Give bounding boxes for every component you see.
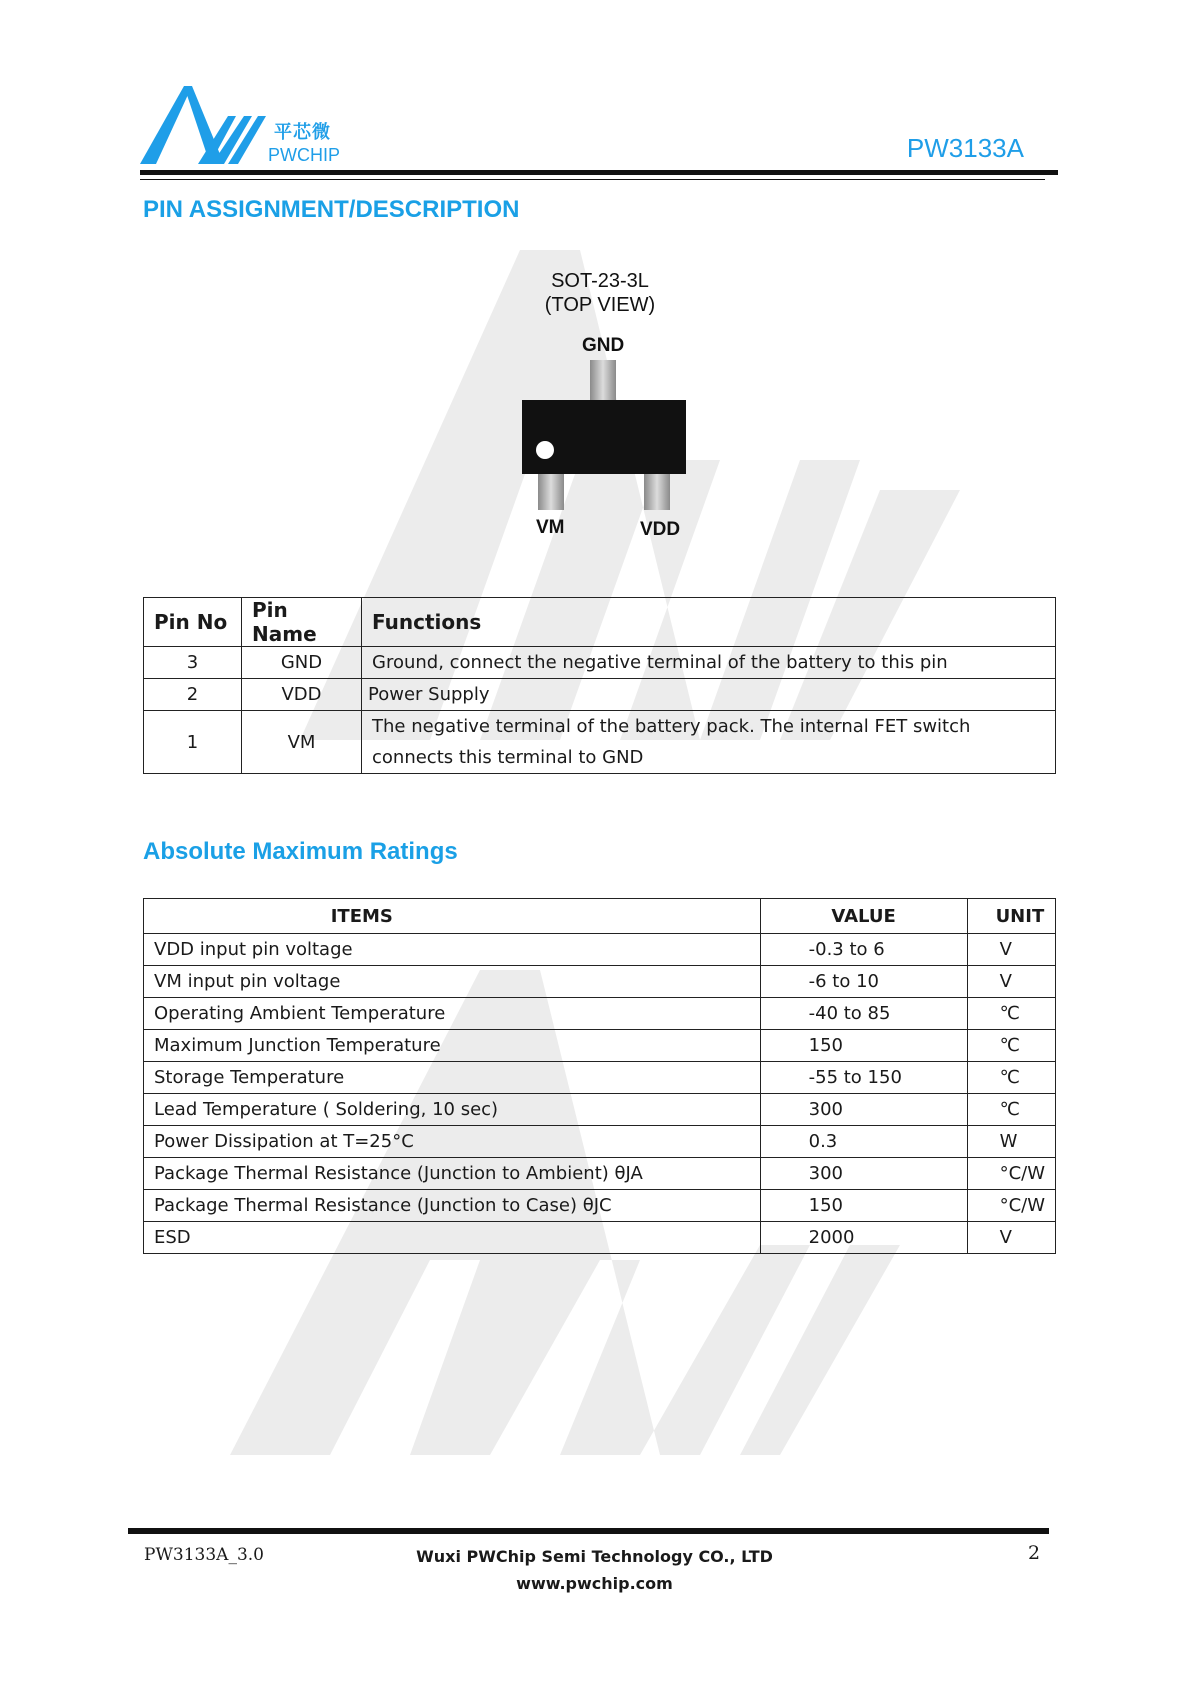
header-pin-no: Pin No bbox=[144, 598, 242, 647]
rating-unit: ℃ bbox=[967, 1062, 1055, 1094]
rating-item: Package Thermal Resistance (Junction to Case) θJC bbox=[144, 1190, 761, 1222]
rating-unit: °C/W bbox=[967, 1158, 1055, 1190]
rating-value: 2000 bbox=[760, 1222, 967, 1254]
rating-value: -6 to 10 bbox=[760, 966, 967, 998]
rating-item: Storage Temperature bbox=[144, 1062, 761, 1094]
footer-doc-version: PW3133A_3.0 bbox=[144, 1545, 264, 1565]
table-row bbox=[144, 647, 1056, 679]
package-view: (TOP VIEW) bbox=[544, 294, 656, 316]
pin-label-vdd: VDD bbox=[640, 519, 681, 540]
rating-item: VM input pin voltage bbox=[144, 966, 761, 998]
table-row bbox=[144, 1222, 1056, 1254]
table-row bbox=[144, 1030, 1056, 1062]
rating-item: VDD input pin voltage bbox=[144, 934, 761, 966]
pin-function: Power Supply bbox=[362, 679, 1056, 711]
header-rule bbox=[140, 170, 1058, 175]
pin-function: Ground, connect the negative terminal of the battery to this pin bbox=[362, 647, 1056, 679]
header-pin-name: Pin Name bbox=[242, 598, 362, 647]
header-unit: UNIT bbox=[967, 899, 1055, 934]
pin-section-title: PIN ASSIGNMENT/DESCRIPTION bbox=[143, 196, 520, 223]
pin-name: VDD bbox=[242, 679, 362, 711]
rating-unit: V bbox=[967, 1222, 1055, 1254]
rating-value: 150 bbox=[760, 1190, 967, 1222]
pin-function: The negative terminal of the battery pack. The internal FET switch connects this terminal to GND bbox=[362, 711, 1056, 774]
table-row bbox=[144, 1158, 1056, 1190]
document-id: PW3133A bbox=[906, 133, 1024, 163]
pin-no: 3 bbox=[144, 647, 242, 679]
pin-no: 2 bbox=[144, 679, 242, 711]
rating-unit: W bbox=[967, 1126, 1055, 1158]
footer-rule bbox=[128, 1528, 1049, 1534]
absolute-maximum-ratings-table bbox=[143, 898, 1056, 1254]
rating-value: 150 bbox=[760, 1030, 967, 1062]
pin-name: GND bbox=[242, 647, 362, 679]
pwchip-logo-icon bbox=[140, 78, 270, 168]
rating-unit: ℃ bbox=[967, 998, 1055, 1030]
package-name: SOT-23-3L bbox=[551, 270, 649, 292]
rating-value: -0.3 to 6 bbox=[760, 934, 967, 966]
pin-description-table bbox=[143, 597, 1056, 774]
table-row bbox=[144, 934, 1056, 966]
table-row bbox=[144, 1094, 1056, 1126]
page-number: 2 bbox=[1028, 1542, 1041, 1564]
rating-unit: V bbox=[967, 966, 1055, 998]
rating-value: -40 to 85 bbox=[760, 998, 967, 1030]
rating-unit: °C/W bbox=[967, 1190, 1055, 1222]
table-row bbox=[144, 998, 1056, 1030]
pin-name: VM bbox=[242, 711, 362, 774]
rating-unit: ℃ bbox=[967, 1030, 1055, 1062]
footer-company: Wuxi PWChip Semi Technology CO., LTD bbox=[416, 1547, 773, 1566]
header-value: VALUE bbox=[760, 899, 967, 934]
table-row bbox=[144, 679, 1056, 711]
rating-item: Package Thermal Resistance (Junction to Ambient) θJA bbox=[144, 1158, 761, 1190]
rating-value: 0.3 bbox=[760, 1126, 967, 1158]
amr-section-title: Absolute Maximum Ratings bbox=[143, 838, 458, 865]
table-header-row bbox=[144, 598, 1056, 647]
rating-item: Lead Temperature ( Soldering, 10 sec) bbox=[144, 1094, 761, 1126]
rating-unit: V bbox=[967, 934, 1055, 966]
table-row bbox=[144, 1126, 1056, 1158]
logo-chinese-name: 平芯微 bbox=[274, 122, 331, 143]
rating-item: Operating Ambient Temperature bbox=[144, 998, 761, 1030]
table-row bbox=[144, 711, 1056, 774]
header-items: ITEMS bbox=[144, 899, 761, 934]
table-row bbox=[144, 1062, 1056, 1094]
table-header-row bbox=[144, 899, 1056, 934]
pin-no: 1 bbox=[144, 711, 242, 774]
rating-value: -55 to 150 bbox=[760, 1062, 967, 1094]
rating-item: Maximum Junction Temperature bbox=[144, 1030, 761, 1062]
table-row bbox=[144, 966, 1056, 998]
rating-value: 300 bbox=[760, 1094, 967, 1126]
header-rule-thin bbox=[140, 179, 1045, 180]
pin-label-gnd: GND bbox=[582, 335, 625, 356]
logo-english-name: PWCHIP bbox=[268, 145, 340, 165]
rating-unit: ℃ bbox=[967, 1094, 1055, 1126]
rating-value: 300 bbox=[760, 1158, 967, 1190]
sot23-package-diagram bbox=[520, 358, 690, 518]
header-functions: Functions bbox=[362, 598, 1056, 647]
table-row bbox=[144, 1190, 1056, 1222]
rating-item: Power Dissipation at T=25°C bbox=[144, 1126, 761, 1158]
rating-item: ESD bbox=[144, 1222, 761, 1254]
pin-label-vm: VM bbox=[536, 517, 565, 538]
footer-website[interactable]: www.pwchip.com bbox=[516, 1574, 673, 1593]
